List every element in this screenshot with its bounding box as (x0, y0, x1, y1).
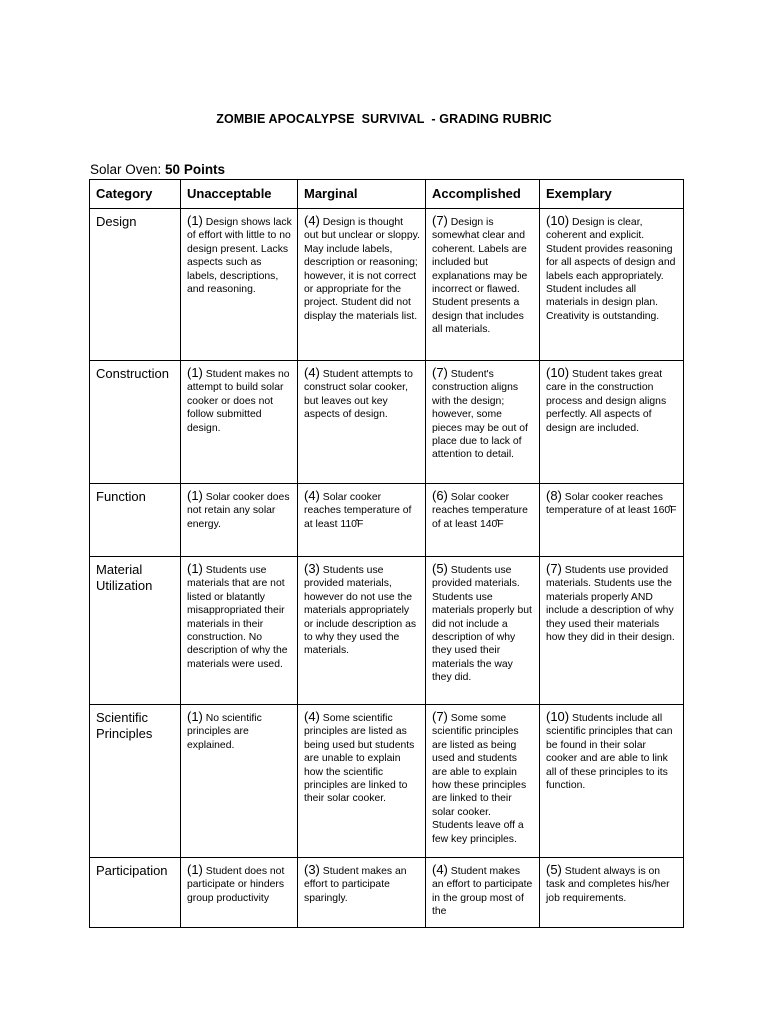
points-value: (1) (187, 561, 203, 576)
criteria-text: Some some scientific principles are listed as being used and students are able to explain how these principles are linked to their solar cooker. Students leave off a few key principles. (432, 713, 527, 845)
criteria-text: Students use materials that are not listed or blatantly misappropriated their materials in their construction. No description of why the materials were used. (187, 565, 288, 670)
points-value: (1) (187, 862, 203, 877)
criteria-cell (298, 557, 426, 705)
criteria-text: Student makes no attempt to build solar cooker or does not follow submitted design. (187, 369, 290, 434)
points-value: (1) (187, 213, 203, 228)
points-value: (3) (304, 561, 320, 576)
header-exemplary: Exemplary (540, 180, 684, 209)
criteria-cell (298, 858, 426, 928)
points-value: (4) (304, 365, 320, 380)
section-subtitle (90, 162, 225, 177)
criteria-cell (426, 858, 540, 928)
criteria-text: Students use provided materials. Students use the materials properly AND include a description of why they used their materials how they did in their design. (546, 565, 675, 644)
points-value: (1) (187, 488, 203, 503)
table-row (90, 858, 684, 928)
criteria-text: Design shows lack of effort with little to no design present. Lacks aspects such as labels, descriptions, and reasoning. (187, 217, 292, 296)
criteria-cell (426, 209, 540, 361)
criteria-cell (181, 484, 298, 557)
table-row (90, 209, 684, 361)
header-unacceptable: Unacceptable (181, 180, 298, 209)
points-value: (1) (187, 365, 203, 380)
criteria-text: Solar cooker does not retain any solar energy. (187, 492, 290, 530)
criteria-cell (540, 557, 684, 705)
criteria-cell (181, 209, 298, 361)
points-value: (4) (304, 709, 320, 724)
category-cell: Construction (90, 361, 181, 484)
criteria-text: Student attempts to construct solar cooker, but leaves out key aspects of design. (304, 369, 413, 421)
criteria-cell (298, 209, 426, 361)
criteria-cell (540, 858, 684, 928)
header-category: Category (90, 180, 181, 209)
criteria-text: Student's construction aligns with the design; however, some pieces may be out of place due to lack of attention to detail. (432, 369, 528, 461)
criteria-text: Students use provided materials, however do not use the materials appropriately or include description as to why they used the materials. (304, 565, 417, 657)
criteria-text: Student makes an effort to participate sparingly. (304, 866, 407, 904)
grading-rubric-table (89, 179, 684, 928)
criteria-cell (298, 705, 426, 858)
criteria-cell (540, 484, 684, 557)
table-row (90, 705, 684, 858)
document-title: ZOMBIE APOCALYPSE SURVIVAL - GRADING RUBRIC (216, 112, 552, 126)
criteria-cell (540, 361, 684, 484)
table-row (90, 361, 684, 484)
criteria-text: Student does not participate or hinders group productivity (187, 866, 285, 904)
category-cell: Function (90, 484, 181, 557)
points-value: (5) (432, 561, 448, 576)
category-cell: Scientific Principles (90, 705, 181, 858)
points-value: (10) (546, 213, 570, 228)
criteria-text: Some scientific principles are listed as being used but students are unable to explain how the scientific principles are linked to their solar cooker. (304, 713, 415, 805)
criteria-cell (181, 705, 298, 858)
criteria-cell (298, 361, 426, 484)
criteria-text: Solar cooker reaches temperature of at least 110̊F (304, 492, 412, 530)
points-value: (7) (432, 709, 448, 724)
criteria-cell (540, 209, 684, 361)
points-value: (7) (432, 365, 448, 380)
criteria-text: Students include all scientific principles that can be found in their solar cooker and are able to link all of these principles to its function. (546, 713, 673, 792)
criteria-cell (426, 484, 540, 557)
points-value: (10) (546, 709, 570, 724)
points-value: (4) (432, 862, 448, 877)
criteria-text: Solar cooker reaches temperature of at least 160̊F (546, 492, 677, 517)
points-value: (1) (187, 709, 203, 724)
table-row (90, 557, 684, 705)
criteria-text: Solar cooker reaches temperature of at least 140̊F (432, 492, 528, 530)
points-value: (7) (546, 561, 562, 576)
points-value: (8) (546, 488, 562, 503)
points-value: (10) (546, 365, 570, 380)
category-cell: Design (90, 209, 181, 361)
criteria-text: Student always is on task and completes his/her job requirements. (546, 866, 670, 904)
criteria-cell (298, 484, 426, 557)
criteria-text: Design is somewhat clear and coherent. Labels are included but explanations may be incorrect or flawed. Student presents a design that includes all materials. (432, 217, 528, 336)
criteria-cell (181, 557, 298, 705)
criteria-cell (540, 705, 684, 858)
header-marginal: Marginal (298, 180, 426, 209)
table-row (90, 484, 684, 557)
criteria-text: Design is clear, coherent and explicit. Student provides reasoning for all aspects of design and labels each appropriately. Student includes all materials in design plan. Creativity is outstanding. (546, 217, 676, 322)
criteria-cell (426, 705, 540, 858)
criteria-text: Student makes an effort to participate in the group most of the (432, 866, 533, 918)
points-value: (4) (304, 213, 320, 228)
criteria-cell (181, 361, 298, 484)
category-cell: Participation (90, 858, 181, 928)
criteria-text: Students use provided materials. Students use materials properly but did not include a description of why they used their materials the way they did. (432, 565, 532, 684)
points-value: (6) (432, 488, 448, 503)
header-accomplished: Accomplished (426, 180, 540, 209)
points-value: (5) (546, 862, 562, 877)
criteria-cell (426, 361, 540, 484)
criteria-text: Design is thought out but unclear or sloppy. May include labels, description or reasoning; however, it is not correct or appropriate for the project. Student did not display the materials list. (304, 217, 420, 322)
criteria-text: No scientific principles are explained. (187, 713, 262, 751)
header-row (90, 180, 684, 209)
subtitle-label: Solar Oven: (90, 162, 166, 177)
criteria-cell (181, 858, 298, 928)
criteria-cell (426, 557, 540, 705)
subtitle-points: 50 Points (165, 162, 226, 177)
points-value: (4) (304, 488, 320, 503)
points-value: (3) (304, 862, 320, 877)
points-value: (7) (432, 213, 448, 228)
category-cell: Material Utilization (90, 557, 181, 705)
criteria-text: Student takes great care in the construction process and design aligns perfectly. All aspects of design are included. (546, 369, 667, 434)
